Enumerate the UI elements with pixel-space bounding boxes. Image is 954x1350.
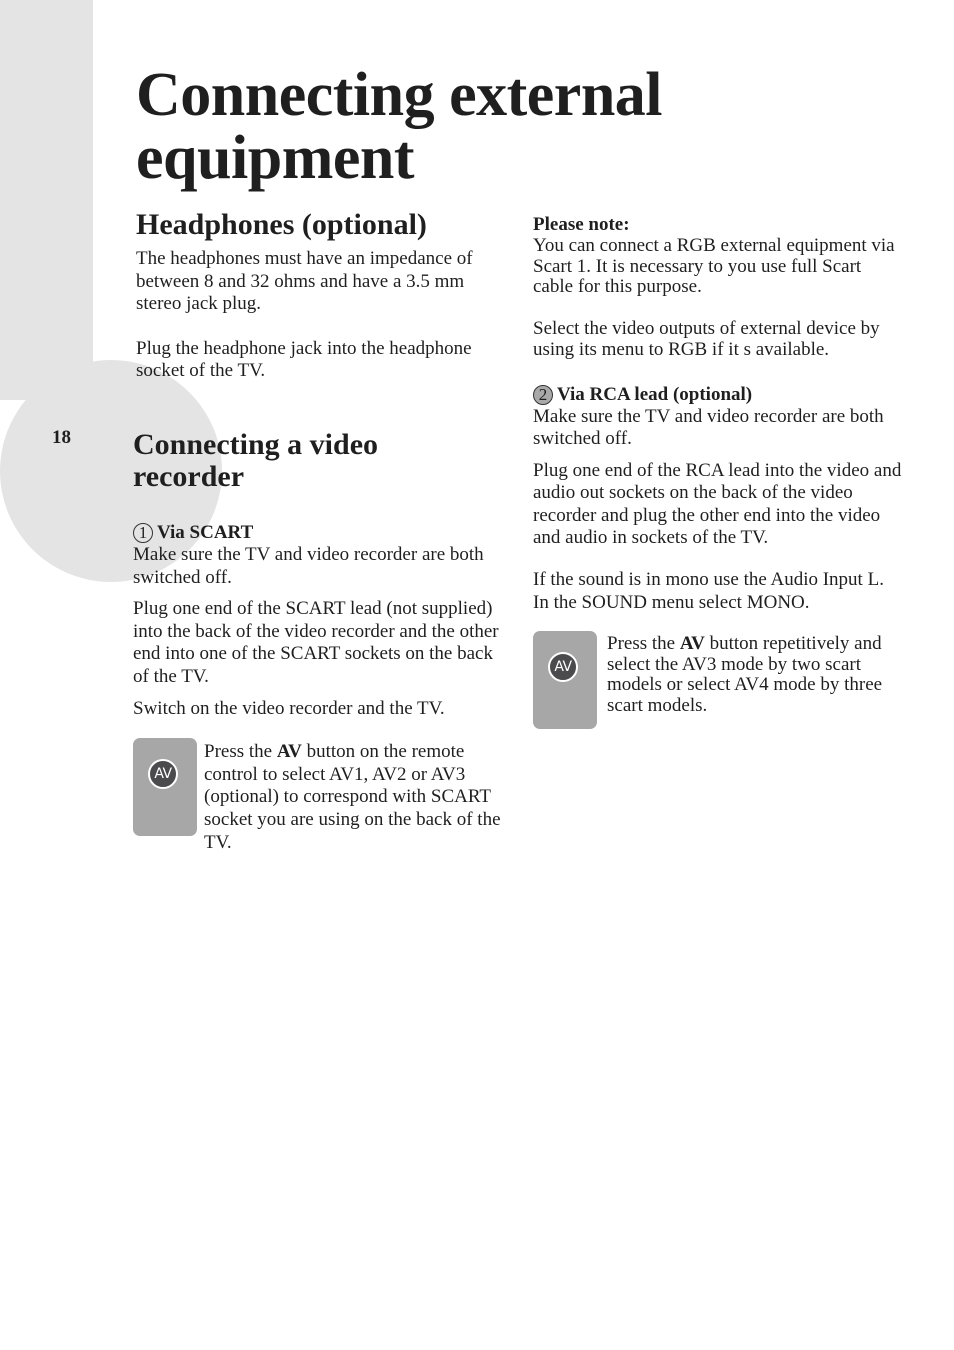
circled-number-2-icon: 2	[533, 385, 553, 405]
via-scart-label: Via SCART	[157, 521, 254, 543]
page-title-line2: equipment	[136, 124, 414, 192]
headphones-plug-text: Plug the headphone jack into the headphone socket of the TV.	[136, 337, 472, 382]
page-title	[136, 61, 663, 192]
scart-av-prefix: Press the	[204, 741, 277, 763]
scart-plug-text: Plug one end of the SCART lead (not supplied) into the back of the video recorder and the other end into one of the SCART sockets on the back of the TV.	[133, 598, 499, 687]
rgb-select-text: Select the video outputs of external device by using its menu to RGB if it s available.	[533, 317, 880, 360]
rca-plug-text: Plug one end of the RCA lead into the video and audio out sockets on the back of the video recorder and plug the other end into the video and audio in sockets of the TV.	[533, 459, 902, 549]
scart-switch-off-text: Make sure the TV and video recorder are both switched off.	[133, 543, 484, 588]
scart-av-bold: AV	[276, 741, 302, 763]
via-rca-subheading	[533, 384, 903, 406]
av-button-panel-2	[533, 631, 597, 729]
circled-number-1-icon: 1	[133, 523, 153, 543]
rca-av-rest: button repetitively and select the AV3 mode by two scart models or select AV4 mode by three scart models.	[607, 633, 883, 716]
page-number: 18	[52, 427, 71, 448]
rca-switch-off-text: Make sure the TV and video recorder are both switched off.	[533, 405, 884, 450]
page-title-line1: Connecting external	[136, 61, 663, 129]
video-recorder-heading: Connecting a video recorder	[133, 427, 379, 493]
scart-switch-on-text: Switch on the video recorder and the TV.	[133, 697, 445, 719]
headphones-heading: Headphones (optional)	[136, 208, 427, 241]
left-column	[133, 208, 508, 854]
scart-av-instruction	[133, 738, 508, 854]
via-rca-label: Via RCA lead (optional)	[557, 383, 753, 405]
headphones-impedance-text: The headphones must have an impedance of between 8 and 32 ohms and have a 3.5 mm stereo jack plug.	[136, 248, 473, 315]
av-button-panel	[133, 738, 197, 836]
via-scart-subheading	[133, 522, 508, 544]
rca-av-instruction	[533, 631, 903, 729]
av-button-icon-2: AV	[548, 652, 578, 682]
scart-av-text	[204, 741, 508, 854]
rca-av-prefix: Press the	[607, 633, 680, 655]
scart-av-rest: button on the remote control to select AV1, AV2 or AV3 (optional) to correspond with SCART socket you are using on the back of the TV.	[204, 741, 501, 853]
av-button-icon: AV	[148, 759, 178, 789]
rgb-note-text: You can connect a RGB external equipment via Scart 1. It is necessary to you use full Scart cable for this purpose.	[533, 235, 895, 297]
please-note-heading: Please note:	[533, 214, 630, 235]
right-column	[533, 214, 903, 729]
side-strip	[0, 0, 93, 400]
rca-av-bold: AV	[679, 633, 705, 655]
mono-sound-text: If the sound is in mono use the Audio Input L. In the SOUND menu select MONO.	[533, 569, 884, 613]
rca-av-text	[607, 634, 903, 716]
